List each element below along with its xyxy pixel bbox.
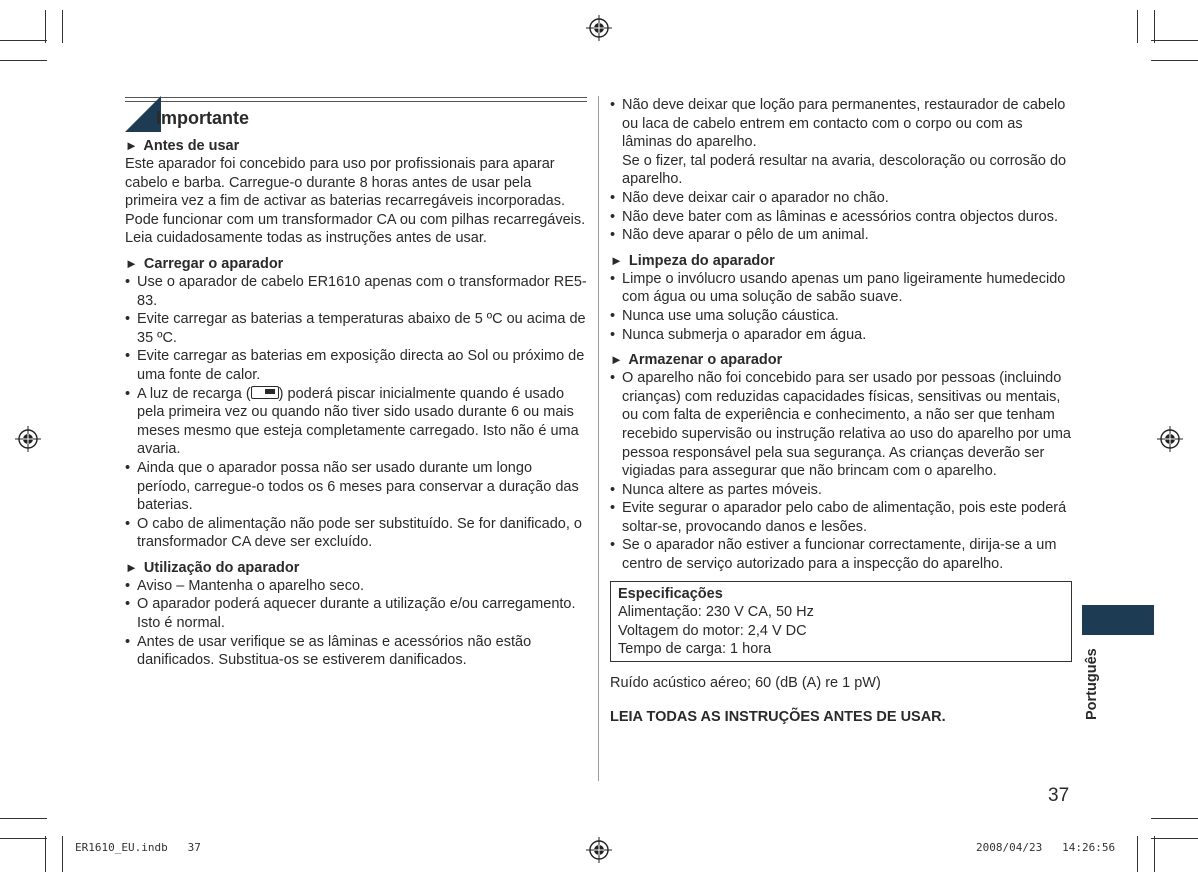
- page-number: 37: [1048, 785, 1070, 806]
- list-item: • Não deve deixar cair o aparador no chão.: [610, 189, 1072, 208]
- usage-list: [125, 577, 587, 670]
- specifications-title: Especificações: [618, 585, 723, 602]
- header-rule: [125, 97, 587, 102]
- list-item: • Evite carregar as baterias em exposição directa ao Sol ou próximo de uma fonte de calor.: [125, 347, 587, 384]
- list-item: • A luz de recarga ( ) poderá piscar inicialmente quando é usado pela primeira vez ou quando não tiver sido usado durante 6 ou mais meses mesmo que esteja completamente carregado. Isto não é uma avaria.: [125, 385, 587, 459]
- column-divider: [598, 96, 599, 781]
- important-title: Importante: [156, 108, 250, 128]
- storage-list: [610, 369, 1072, 574]
- crop-mark: [1154, 836, 1155, 872]
- spec-line: Voltagem do motor: 2,4 V DC: [618, 622, 807, 639]
- crop-mark: [1137, 10, 1138, 43]
- right-column: [610, 96, 1072, 725]
- cleaning-list: [610, 270, 1072, 344]
- list-item: • Não deve bater com as lâminas e acessórios contra objectos duros.: [610, 208, 1072, 227]
- list-item: • Evite carregar as baterias a temperaturas abaixo de 5 ºC ou acima de 35 ºC.: [125, 310, 587, 347]
- crop-mark: [45, 10, 46, 43]
- crop-mark: [0, 40, 47, 41]
- crop-mark: [1151, 40, 1198, 41]
- charging-list: [125, 273, 587, 552]
- list-item: • Se o aparador não estiver a funcionar correctamente, dirija-se a um centro de serviço autorizado para a inspecção do aparelho.: [610, 536, 1072, 573]
- registration-mark-icon: [586, 15, 612, 41]
- list-item: • Limpe o invólucro usando apenas um pano ligeiramente humedecido com água ou uma solução de sabão suave.: [610, 270, 1072, 307]
- list-item: • Não deve aparar o pêlo de um animal.: [610, 226, 1072, 245]
- registration-mark-icon: [1157, 426, 1183, 452]
- section-title-usage: ► Utilização do aparador: [125, 559, 300, 576]
- crop-mark: [62, 10, 63, 43]
- footer-file-info: ER1610_EU.indb 37: [75, 841, 201, 854]
- crop-mark: [0, 818, 47, 819]
- language-label: Português: [1084, 648, 1100, 720]
- list-item: • Antes de usar verifique se as lâminas e acessórios não estão danificados. Substitua-os se estiverem danificados.: [125, 633, 587, 670]
- spec-line: Tempo de carga: 1 hora: [618, 641, 772, 658]
- noise-spec: Ruído acústico aéreo; 60 (dB (A) re 1 pW): [610, 675, 881, 692]
- crop-mark: [1137, 836, 1138, 872]
- list-item: • O aparelho não foi concebido para ser usado por pessoas (incluindo crianças) com reduzidas capacidades físicas, sensitivas ou mentais, ou com falta de experiência e conhecimento, a não ser que tenham recebido supervisão ou instrução relativa ao uso do aparelho por uma pessoa responsável pela sua segurança. As crianças deverão ser vigiadas para assegurar que não brincam com o aparelho.: [610, 369, 1072, 481]
- triangle-arrow-icon: ►: [610, 252, 623, 268]
- crop-mark: [1151, 838, 1198, 839]
- important-header: [125, 96, 587, 131]
- crop-mark: [0, 60, 47, 61]
- list-item: • Ainda que o aparador possa não ser usado durante um longo período, carregue-o todos os 6 meses para conservar a duração das baterias.: [125, 459, 587, 515]
- list-item: • O cabo de alimentação não pode ser substituído. Se for danificado, o transformador CA deve ser excluído.: [125, 515, 587, 552]
- list-item: • Aviso – Mantenha o aparelho seco.: [125, 577, 587, 596]
- triangle-arrow-icon: ►: [125, 255, 138, 271]
- crop-mark: [1151, 818, 1198, 819]
- battery-icon: [251, 386, 279, 399]
- triangle-arrow-icon: ►: [610, 352, 623, 368]
- language-tab: [1082, 605, 1154, 635]
- list-item: • Nunca use uma solução cáustica.: [610, 307, 1072, 326]
- list-item: • Evite segurar o aparador pelo cabo de alimentação, pois este poderá soltar-se, provocando danos e lesões.: [610, 499, 1072, 536]
- triangle-arrow-icon: ►: [125, 138, 138, 153]
- before-use-paragraph: Este aparador foi concebido para uso por profissionais para aparar cabelo e barba. Carregue-o durante 8 horas antes de usar pela primeira vez a fim de activar as baterias recarregáveis incorporadas. Pode funcionar com um transformador CA ou com pilhas recarregáveis. Leia cuidadosamente todas as instruções antes de usar.: [125, 156, 586, 247]
- triangle-arrow-icon: ►: [125, 559, 138, 575]
- section-title-cleaning: ► Limpeza do aparador: [610, 252, 775, 269]
- crop-mark: [62, 836, 63, 872]
- footer-date-info: 2008/04/23 14:26:56: [976, 841, 1116, 854]
- specifications-box: [610, 581, 1072, 662]
- list-item: • Nunca altere as partes móveis.: [610, 481, 1072, 500]
- list-item: • O aparador poderá aquecer durante a utilização e/ou carregamento. Isto é normal.: [125, 595, 587, 632]
- section-title-charging: ► Carregar o aparador: [125, 255, 284, 272]
- crop-mark: [45, 836, 46, 872]
- warnings-list: [610, 96, 1072, 245]
- crop-mark: [1154, 10, 1155, 43]
- list-item: • Nunca submerja o aparador em água.: [610, 326, 1072, 345]
- left-column: [125, 96, 587, 670]
- list-item: • Não deve deixar que loção para permanentes, restaurador de cabelo ou laca de cabelo entrem em contacto com o corpo ou com as lâminas do aparelho. Se o fizer, tal poderá resultar na avaria, descoloração ou corrosão do aparelho.: [610, 96, 1072, 189]
- crop-mark: [0, 838, 47, 839]
- registration-mark-icon: [586, 837, 612, 863]
- section-title-storage: ► Armazenar o aparador: [610, 352, 783, 369]
- read-all-notice: LEIA TODAS AS INSTRUÇÕES ANTES DE USAR.: [610, 709, 946, 726]
- list-item: • Use o aparador de cabelo ER1610 apenas com o transformador RE5-83.: [125, 273, 587, 310]
- registration-mark-icon: [15, 426, 41, 452]
- section-title-before-use: ► Antes de usar: [125, 138, 240, 154]
- spec-line: Alimentação: 230 V CA, 50 Hz: [618, 604, 814, 621]
- crop-mark: [1151, 60, 1198, 61]
